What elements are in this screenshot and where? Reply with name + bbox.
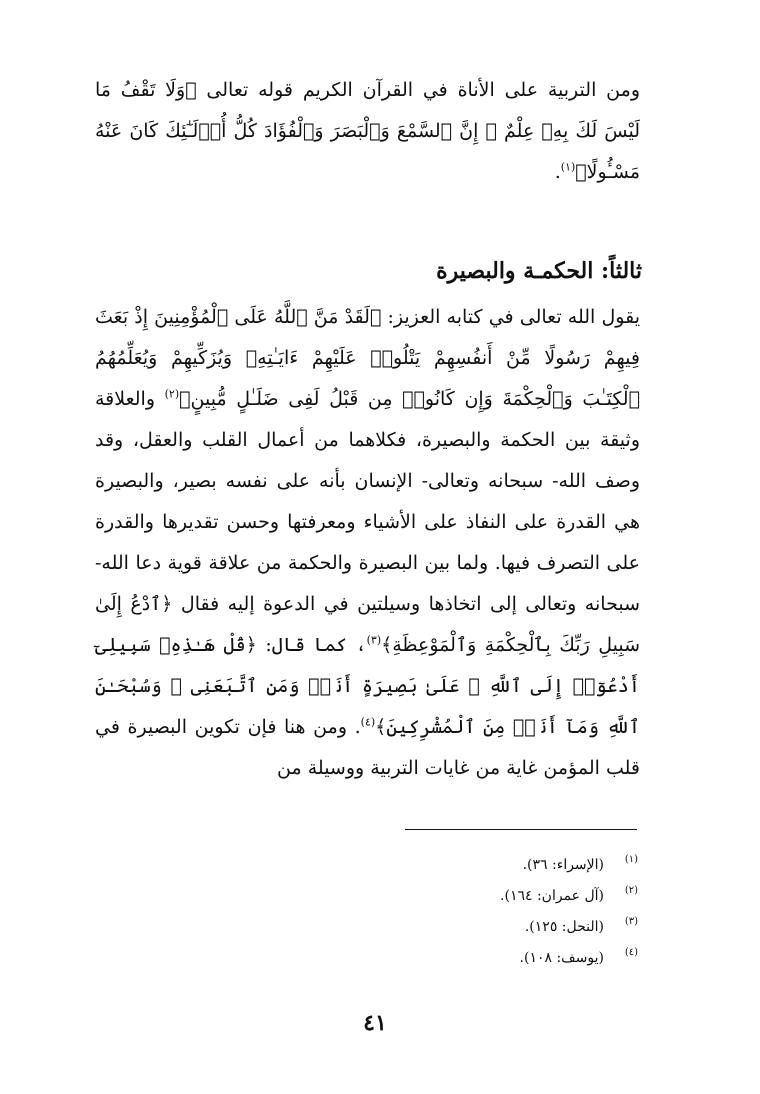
footnote-text: (يوسف: ١٠٨). xyxy=(519,950,604,966)
footnote-item xyxy=(378,912,638,943)
footnote-text: (آل عمران: ١٦٤). xyxy=(500,888,604,904)
paragraph-text: . ومن هنا فإن تكوين البصيرة في قلب المؤمن غاية من غايات التربية ووسيلة من xyxy=(95,716,640,779)
page-number: ٤١ xyxy=(363,1010,387,1036)
footnote-number: (١) xyxy=(624,854,638,865)
section-heading: ثالثاً: الحكمـة والبصيرة xyxy=(436,258,642,284)
footnotes xyxy=(378,850,638,974)
footnote-number: (٢) xyxy=(624,885,638,896)
footnote-item xyxy=(378,881,638,912)
footnote-marker: (١) xyxy=(560,160,576,174)
paragraph-text: ، كما قال: ﴿قُلْ هَـٰذِهِۦ سَبِيلِىٓ أَدْعُوٓا۟ إِلَى ٱللَّهِ ۚ عَلَىٰ بَصِيرَةٍ أَنَا۠ وَمَنِ ٱتَّبَعَنِى ۖ وَسُبْحَـٰنَ ٱللَّهِ وَمَآ أَنَا۠ مِنَ ٱلْمُشْرِكِينَ﴾ xyxy=(95,634,640,738)
paragraph-text: يقول الله تعالى في كتابه العزيز: ﴿لَقَدْ مَنَّ ٱللَّهُ عَلَى ٱلْمُؤْمِنِينَ إِذْ بَعَثَ فِيهِمْ رَسُولًا مِّنْ أَنفُسِهِمْ يَتْلُوا۟ عَلَيْهِمْ ءَايَـٰتِهِۦ وَيُزَكِّيهِمْ وَيُعَلِّمُهُمُ ٱلْكِتَـٰبَ وَٱلْحِكْمَةَ وَإِن كَانُوا۟ مِن قَبْلُ لَفِى ضَلَـٰلٍ مُّبِينٍ﴾ xyxy=(95,306,640,410)
footnote-marker: (٤) xyxy=(360,715,376,729)
footnote-item xyxy=(378,943,638,974)
footnote-item xyxy=(378,850,638,881)
paragraph-patience xyxy=(95,70,640,193)
footnote-text: (النحل: ١٢٥). xyxy=(524,919,604,935)
footnote-marker: (٢) xyxy=(164,387,180,401)
footnote-text: (الإسراء: ٣٦). xyxy=(522,857,604,873)
footnote-number: (٤) xyxy=(624,947,638,958)
paragraph-wisdom xyxy=(95,297,640,789)
paragraph-text: ومن التربية على الأناة في القرآن الكريم قوله تعالى ﴿وَلَا تَقْفُ مَا لَيْسَ لَكَ بِهِۦ عِلْمٌ ۚ إِنَّ ٱلسَّمْعَ وَٱلْبَصَرَ وَٱلْفُؤَادَ كُلُّ أُو۟لَـٰٓئِكَ كَانَ عَنْهُ مَسْـُٔولًا﴾ xyxy=(95,79,640,183)
paragraph-end: . xyxy=(554,161,561,183)
paragraph-text: والعلاقة وثيقة بين الحكمة والبصيرة، فكلاهما من أعمال القلب والعقل، وقد وصف الله- سبحانه وتعالى- الإنسان بأنه على نفسه بصير، والبصيرة هي القدرة على النفاذ على الأشياء ومعرفتها وحسن تقديرها والقدرة على التصرف فيها. ولما بين البصيرة والحكمة من علاقة قوية دعا الله- سبحانه وتعالى إلى اتخاذها وسيلتين في الدعوة إليه فقال ﴿ٱدْعُ إِلَىٰ سَبِيلِ رَبِّكَ بِٱلْحِكْمَةِ وَٱلْمَوْعِظَةِ﴾ xyxy=(95,388,640,656)
footnote-separator xyxy=(405,829,637,830)
footnote-number: (٣) xyxy=(624,916,638,927)
footnote-marker: (٣) xyxy=(366,633,382,647)
